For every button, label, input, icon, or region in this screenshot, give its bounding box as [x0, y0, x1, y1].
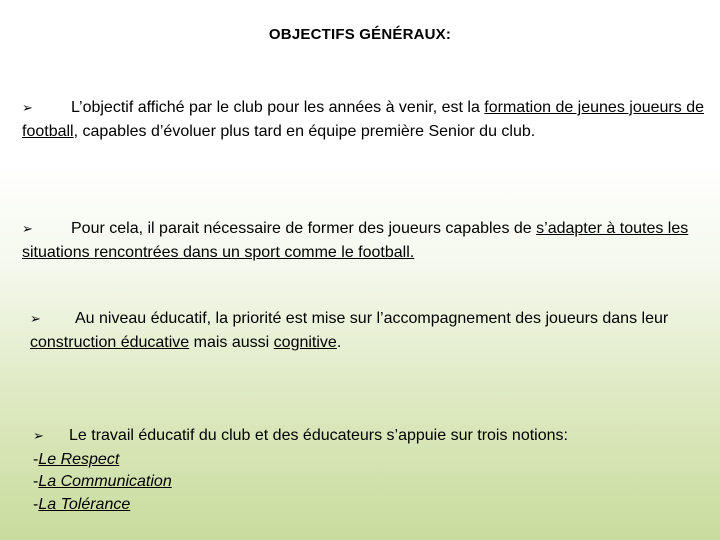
- paragraph-educational: [30, 308, 710, 354]
- p3-text-b: mais aussi: [189, 333, 274, 351]
- paragraph-notions: [33, 425, 713, 516]
- paragraph-objective: [22, 97, 712, 143]
- p4-intro-line: [33, 425, 713, 449]
- notion-communication: La Communication: [38, 473, 172, 490]
- notion-respect: Le Respect: [38, 450, 120, 468]
- p1-text-b: , capables d’évoluer plus tard en équipe première Senior du club.: [73, 122, 536, 140]
- list-item: -Le Respect: [33, 450, 120, 468]
- arrow-bullet-icon: ➢: [22, 101, 33, 116]
- p4-intro: Le travail éducatif du club et des éducateurs s’appuie sur trois notions:: [69, 427, 568, 444]
- p3-underlined-2: cognitive: [273, 333, 337, 351]
- paragraph-adaptation: [22, 218, 702, 264]
- arrow-bullet-icon: ➢: [30, 312, 41, 327]
- p1-underlined: formation de jeunes joueurs de football: [22, 99, 704, 140]
- p3-underlined-1: construction éducative: [30, 333, 190, 351]
- p1-text-a: L’objectif affiché par le club pour les années à venir, est la: [71, 99, 485, 116]
- arrow-bullet-icon: ➢: [33, 429, 44, 444]
- notion-tolerance: La Tolérance: [38, 495, 131, 513]
- p3-text-c: .: [336, 333, 342, 351]
- list-item: -La Communication: [33, 473, 172, 490]
- p3-text-a: Au niveau éducatif, la priorité est mise sur l’accompagnement des joueurs dans leur: [75, 310, 669, 327]
- p2-underlined: s’adapter à toutes les situations rencontrées dans un sport comme le football.: [22, 220, 689, 261]
- page-title: OBJECTIFS GÉNÉRAUX:: [268, 26, 452, 43]
- arrow-bullet-icon: ➢: [22, 222, 33, 237]
- p2-text-a: Pour cela, il parait nécessaire de former des joueurs capables de: [71, 220, 537, 237]
- list-item: -La Tolérance: [33, 495, 131, 513]
